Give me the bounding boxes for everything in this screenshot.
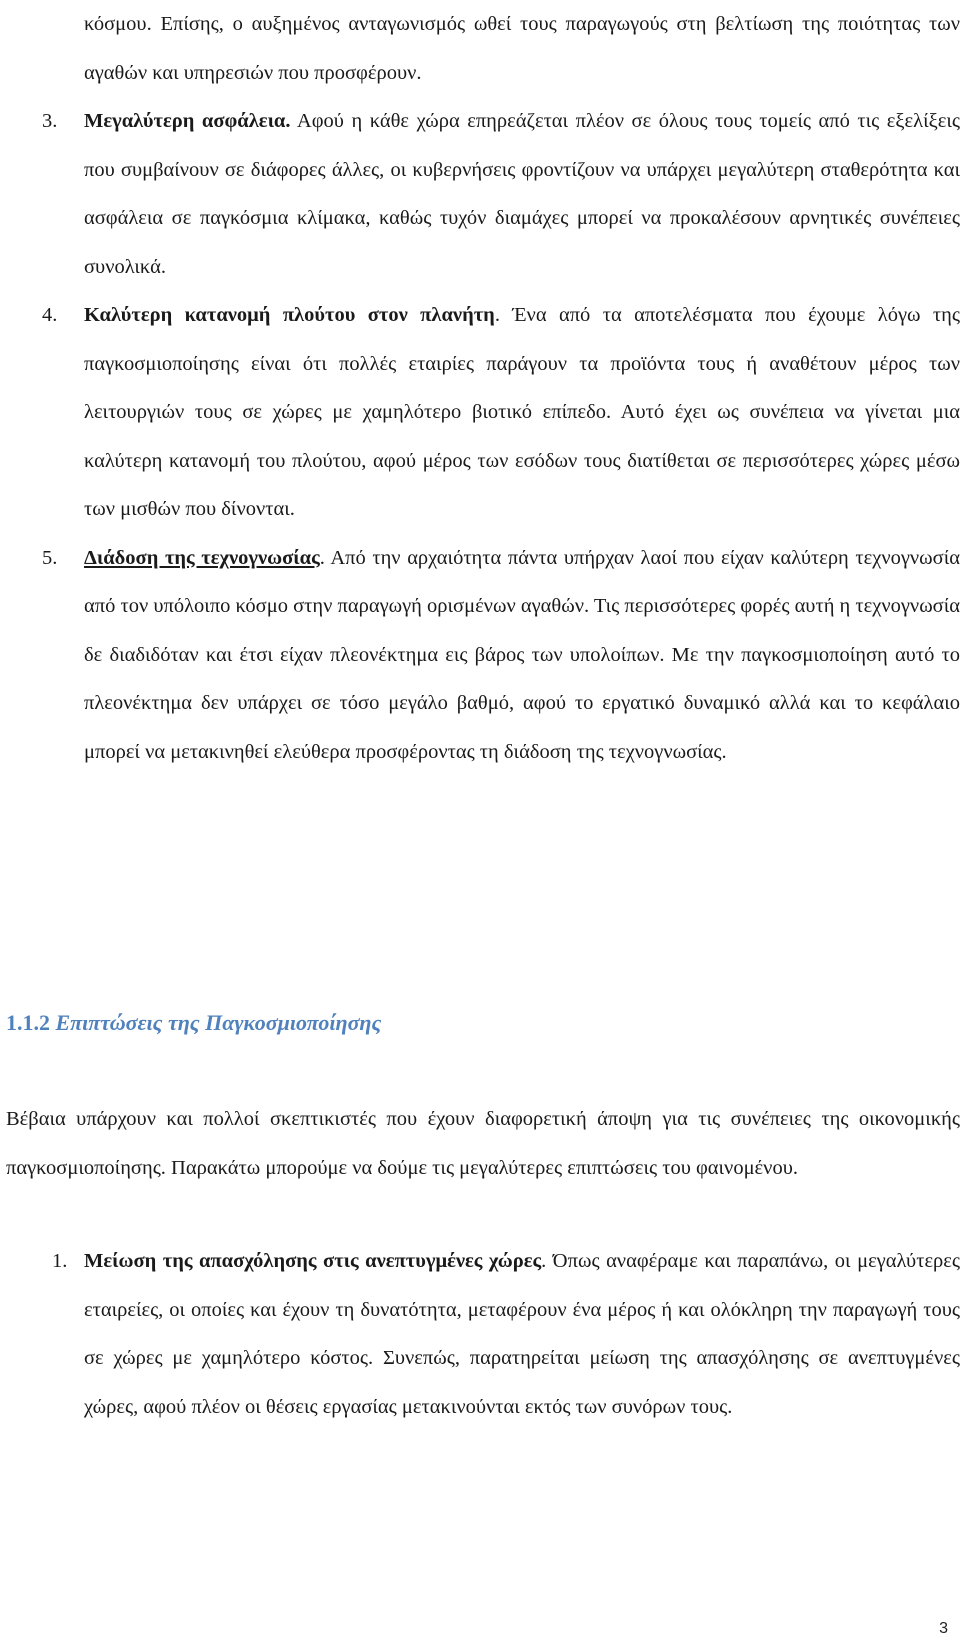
- list-item: [0, 291, 960, 534]
- top-numbered-list: [0, 0, 960, 776]
- bottom-numbered-list: [0, 1237, 960, 1431]
- list-item: [0, 1237, 960, 1431]
- list-item: [0, 97, 960, 291]
- list-item-number: 1.: [52, 1250, 68, 1272]
- list-item-title: Μεγαλύτερη ασφάλεια.: [84, 110, 291, 132]
- section-title: Επιπτώσεις της Παγκοσμιοποίησης: [55, 1010, 382, 1035]
- page-number: 3: [939, 1620, 948, 1637]
- list-item-text: . Όπως αναφέραμε και παραπάνω, οι μεγαλύτερες εταιρείες, οι οποίες και έχουν τη δυνατότητα, μεταφέρουν ένα μέρος ή και ολόκληρη την παραγωγή τους σε χώρες με χαμηλότερο κόστος. Συνεπώς, παρατηρείται μείωση της απασχόλησης σε ανεπτυγμένες χώρες, αφού πλέον οι θέσεις εργασίας μετακινούνται εκτός των συνόρων τους.: [84, 1250, 960, 1418]
- list-item-number: 4.: [42, 304, 58, 326]
- list-item-text: . Ένα από τα αποτελέσματα που έχουμε λόγω της παγκοσμιοποίησης είναι ότι πολλές εταιρίες παράγουν τα προϊόντα τους ή αναθέτουν μέρος των λειτουργιών τους σε χώρες με χαμηλότερο βιοτικό επίπεδο. Αυτό έχει ως συνέπεια να γίνεται μια καλύτερη κατανομή του πλούτου, αφού μέρος των εσόδων τους διατίθεται σε περισσότερες χώρες μέσω των μισθών που δίνονται.: [84, 304, 960, 520]
- list-item: [0, 534, 960, 777]
- list-item-number: 5.: [42, 546, 58, 569]
- list-item-title: Διάδοση της τεχνογνωσίας: [84, 546, 320, 569]
- list-item-text: Αφού η κάθε χώρα επηρεάζεται πλέον σε όλους τους τομείς από τις εξελίξεις που συμβαίνουν σε διάφορες άλλες, οι κυβερνήσεις φροντίζουν να υπάρχει μεγαλύτερη σταθερότητα και ασφάλεια σε παγκόσμια κλίμακα, καθώς τυχόν διαμάχες μπορεί να προκαλέσουν αρνητικές συνέπειες συνολικά.: [84, 110, 960, 278]
- list-item-number: 3.: [42, 110, 58, 132]
- list-item-title: Μείωση της απασχόλησης στις ανεπτυγμένες χώρες: [84, 1250, 542, 1272]
- section-heading: [6, 1010, 381, 1036]
- list-item-title: Καλύτερη κατανομή πλούτου στον πλανήτη: [84, 304, 495, 326]
- section-number: 1.1.2: [6, 1010, 50, 1035]
- intro-paragraph: Βέβαια υπάρχουν και πολλοί σκεπτικιστές που έχουν διαφορετική άποψη για τις συνέπειες της οικονομικής παγκοσμιοποίησης. Παρακάτω μπορούμε να δούμε τις μεγαλύτερες επιπτώσεις του φαινομένου.: [6, 1108, 960, 1179]
- list-item-text: . Από την αρχαιότητα πάντα υπήρχαν λαοί που είχαν καλύτερη τεχνογνωσία από τον υπόλοιπο κόσμο στην παραγωγή ορισμένων αγαθών. Τις περισσότερες φορές αυτή η τεχνογνωσία δε διαδιδόταν και έτσι είχαν πλεονέκτημα εις βάρος των υπολοίπων. Με την παγκοσμιοποίηση αυτό το πλεονέκτημα δεν υπάρχει σε τόσο μεγάλο βαθμό, αφού το εργατικό δυναμικό αλλά και το κεφάλαιο μπορεί να μετακινηθεί ελεύθερα προσφέροντας τη διάδοση της τεχνογνωσίας.: [84, 546, 960, 763]
- list-continuation-text: κόσμου. Επίσης, ο αυξημένος ανταγωνισμός ωθεί τους παραγωγούς στη βελτίωση της ποιότητας των αγαθών και υπηρεσιών που προσφέρουν.: [84, 13, 960, 84]
